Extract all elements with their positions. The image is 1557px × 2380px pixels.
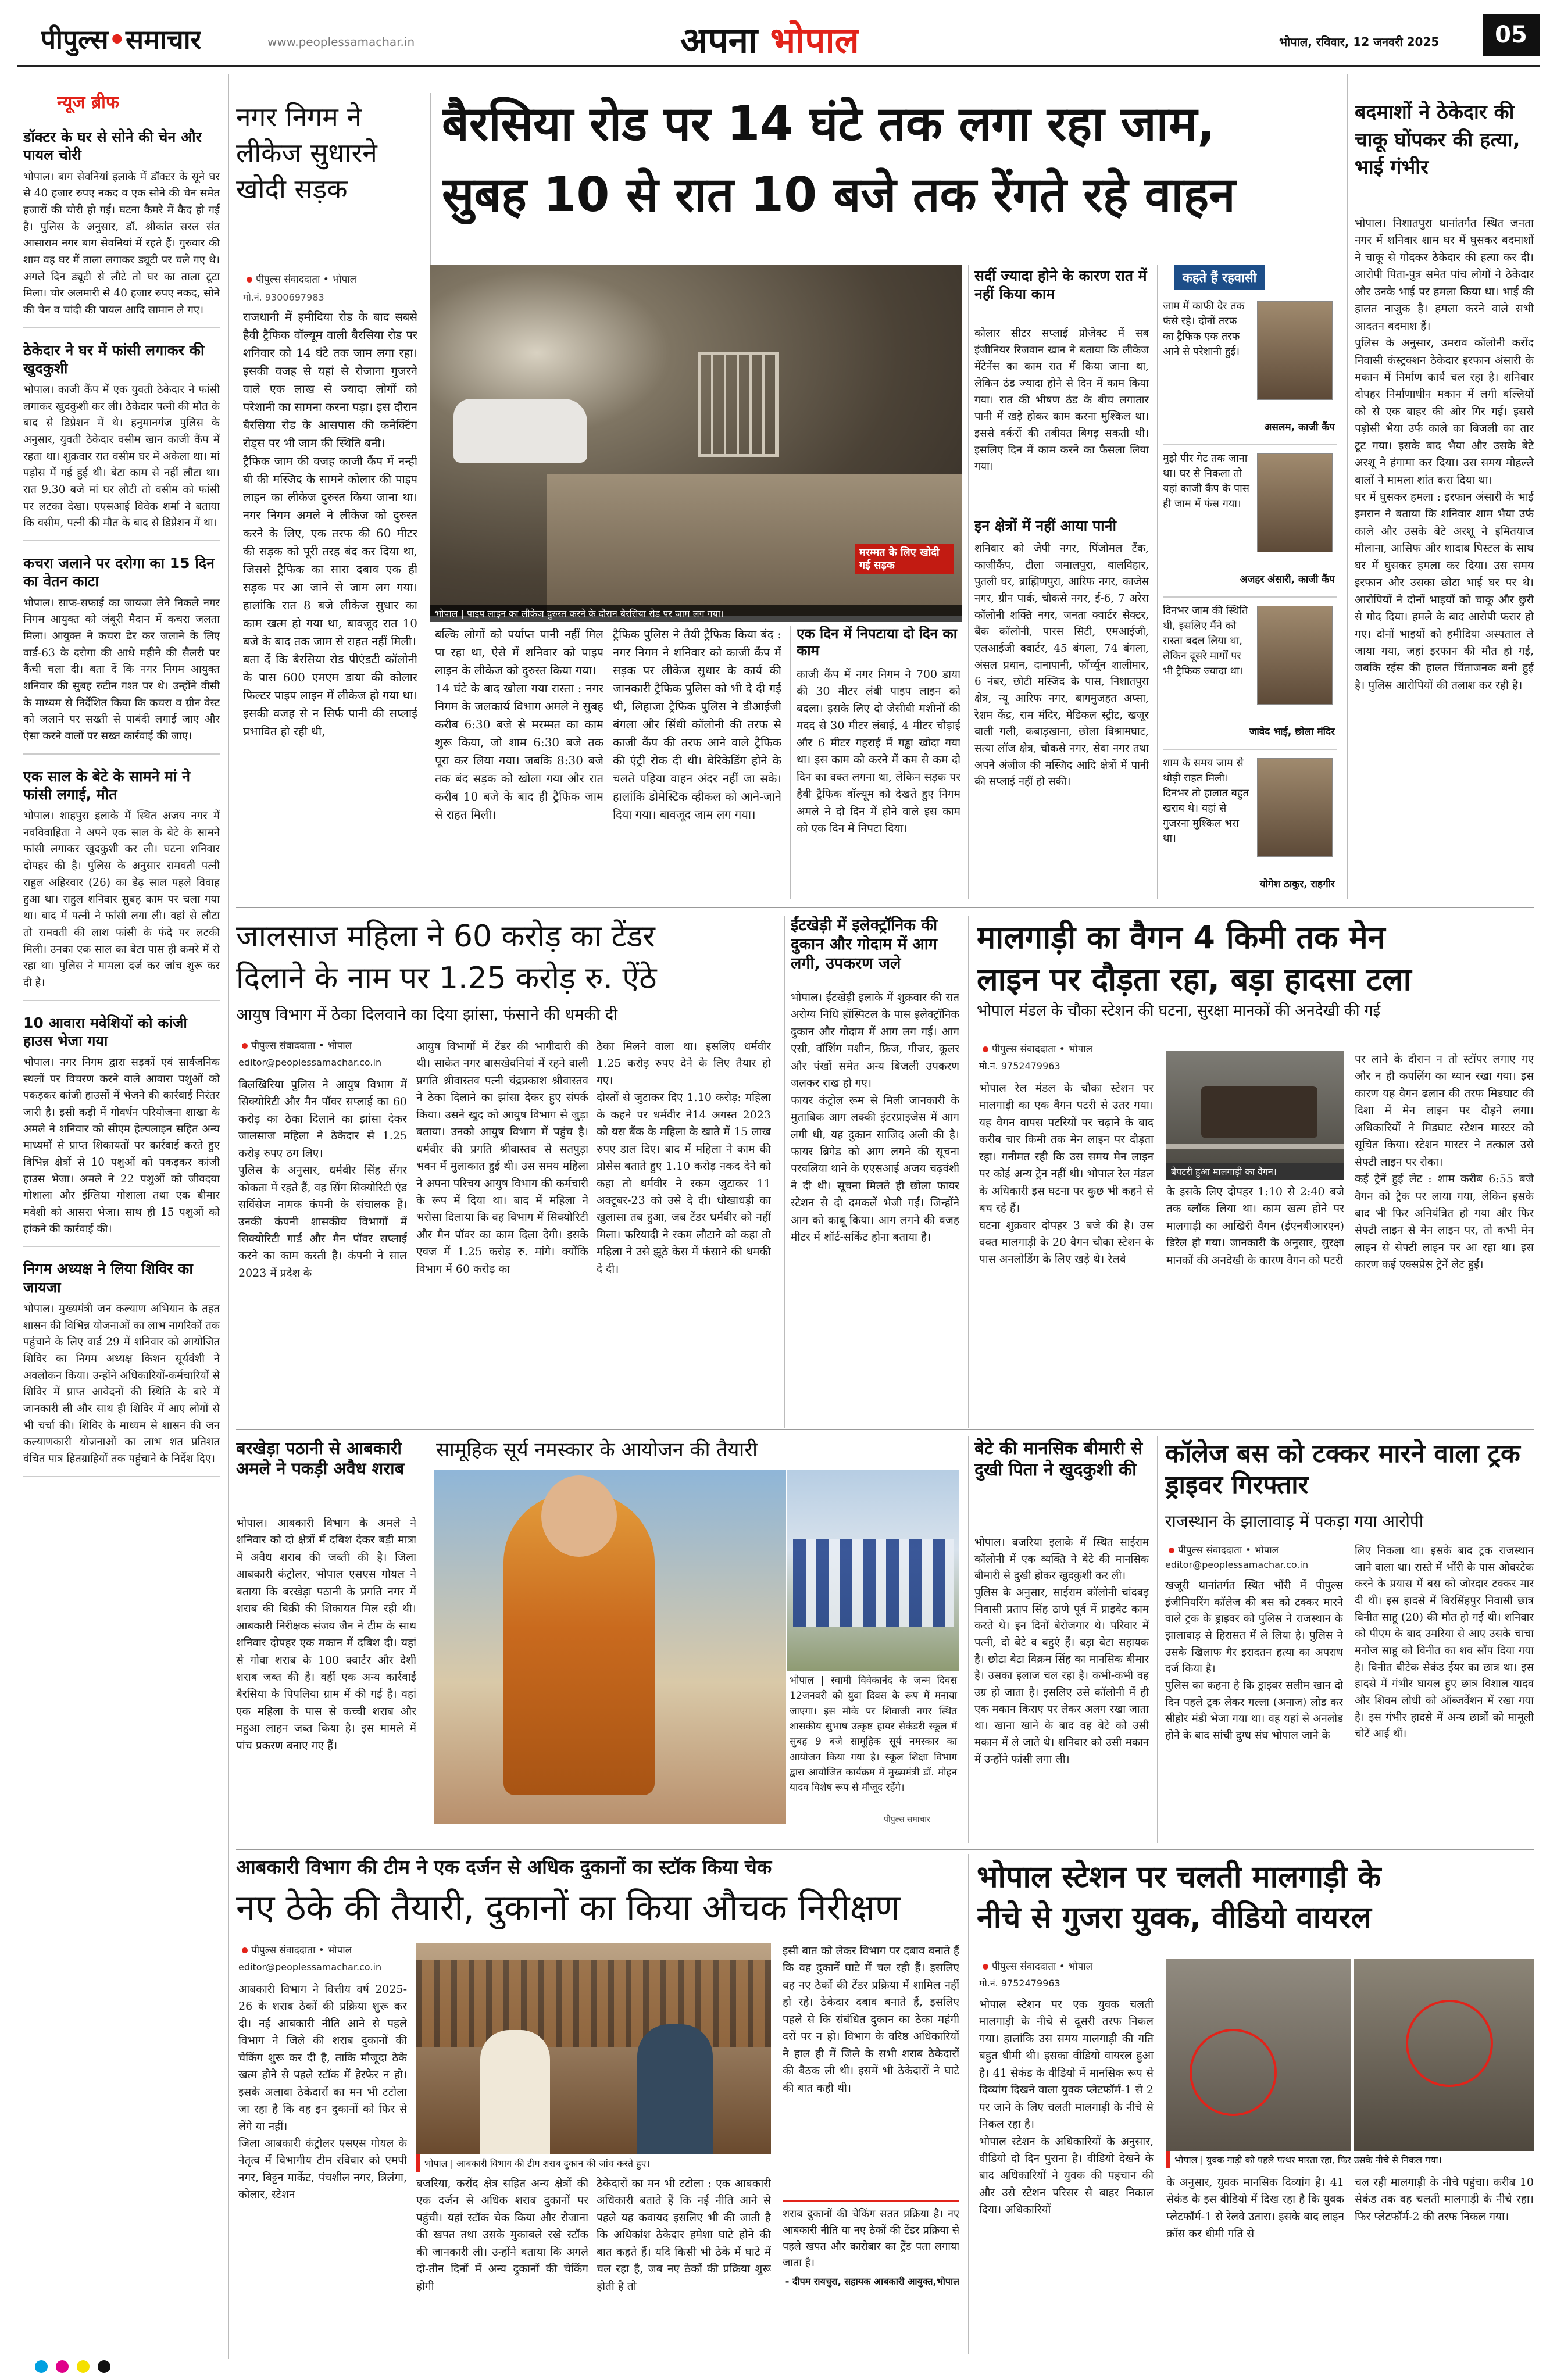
brief-item bbox=[23, 554, 220, 755]
masthead bbox=[17, 10, 1540, 63]
yoga-credit: पीपुल्स समाचार bbox=[884, 1815, 930, 1824]
website[interactable]: www.peoplessamachar.in bbox=[267, 35, 415, 49]
residents-quotes bbox=[1163, 293, 1337, 898]
excise-email[interactable]: editor@peoplessamachar.co.in bbox=[238, 1961, 382, 1972]
youth-photo-2 bbox=[1354, 1959, 1534, 2151]
brief-body: भोपाल। मुख्यमंत्री जन कल्याण अभियान के तहत शासन की विभिन्न योजनाओं का लाभ नागरिकों तक पहुंचाने के लिए वार्ड 29 में शनिवार को आयोजित शिविर का निगम अध्यक्ष किशन सूर्यवंशी ने अवलोकन किया। उन्होंने अधिकारियों-कर्मचारियों से शिविर में प्राप्त आवेदनों की स्थिति के बारे में जानकारी ली और साथ ही शिविर में आए लोगों से भी चर्चा की। शिविर के माध्यम से शासन की जन कल्याणकारी योजनाओं का लाभ शत प्रतिशत वंचित पात्र हितग्राहियों तक पहुंचाने के निर्देश दिए। bbox=[23, 1302, 220, 1465]
bus-body-2: लिए निकला था। इसके बाद ट्रक राजस्थान जाने वाला था। रास्ते में भौंरी के पास ओवरटेक करने के प्रयास में बस को जोरदार टक्कर मार दी थी। इस हादसे में बिरसिंहपुर निवासी छात्र विनीत साहू (20) की मौत हो गई थी। शनिवार को पीएम के बाद उमरिया से आए उसके चाचा मनोज साहू को विनीत का शव सौंप दिया गया है। विनीत बीटेक सेकंड ईयर का छात्र था। इस हादसे में गंभीर घायल हुए छात्र विशाल यादव और शिवम लोधी को ऑब्जर्वेशन में रखा गया है। इस गंभीर हादसे में अन्य छात्रों को मामूली चोटें आईं थीं। bbox=[1355, 1545, 1534, 1741]
youth-photo-1 bbox=[1166, 1959, 1351, 2151]
excise-body-2: बजरिया, करोंद क्षेत्र सहित अन्य क्षेत्रों की एक दर्जन से अधिक शराब दुकानों पर पहुंची। यहां स्टॉक चेक किया और रोजाना की खपत तथा उसके मुकाबले रखे स्टॉक की जानकारी ली। उन्होंने बताया कि अगले दो-तीन दिनों में अन्य दुकानों की चेकिंग होगी bbox=[416, 2177, 588, 2293]
oneday-box bbox=[797, 626, 960, 899]
excise-body-1: आबकारी विभाग ने वित्तीय वर्ष 2025-26 के शराब ठेकों की प्रक्रिया शुरू कर दी। नई आबकारी नीति आने से पहले विभाग ने जिले की शराब दुकानों की चेकिंग शुरू कर दी है, ताकि मौजूदा ठेके खत्म होने से पहले स्टॉक में हेरफेर न हो। इसके अलावा ठेकेदारों का मन भी टटोला जा रहा है कि वह इन दुकानों को फिर से लेंगे या नहीं। जिला आबकारी कंट्रोलर एसएस गोयल के नेतृत्व में विभागीय टीम रविवार को एमपी नगर, बिट्टन मार्केट, पंचशील नगर, त्रिलंगा, कोलार, स्टेशन bbox=[238, 1983, 407, 2202]
youth-mobile: मो.नं. 9752479963 bbox=[979, 1978, 1060, 1989]
youth-body-2: के अनुसार, युवक मानसिक दिव्यांग है। 41 सेकंड के इस वीडियो में दिख रहा है कि युवक प्लेटफॉर्म-1 से रेलवे उतारा। इसके बाद लाइन क्रॉस कर धीमी गति से bbox=[1166, 2176, 1344, 2240]
resident-quote bbox=[1163, 448, 1337, 598]
train-photo bbox=[1166, 1051, 1344, 1165]
brief-headline: कचरा जलाने पर दरोगा का 15 दिन का वेतन काटा bbox=[23, 555, 215, 590]
suicide-headline: बेटे की मानसिक बीमारी से दुखी पिता ने खुदकुशी की bbox=[974, 1438, 1143, 1480]
resident-photo bbox=[1257, 453, 1333, 552]
residents-title: कहते हैं रहवासी bbox=[1174, 265, 1265, 290]
lead-byline: पीपुल्स संवाददाता • भोपाल bbox=[243, 272, 417, 285]
highlight-circle-1 bbox=[1190, 2029, 1277, 2116]
brief-body: भोपाल। साफ-सफाई का जायजा लेने निकले नगर निगम आयुक्त को जंबूरी मैदान में कचरा जलता मिला। आयुक्त ने कचरा ढेर कर जलाने के लिए वार्ड-63 के दरोगा की आधे महीने की सैलरी पर कैंची चला दी। बता दें कि नगर निगम आयुक्त शनिवार की सुबह रुटीन गश्त पर थे। उन्होंने वीसी के माध्यम से निर्देशित किया कि कचरा व ग्रीन वेस्ट को जलाने पर सख्ती से पाबंदी लगाई जाए और ऐसा करने वालों पर सख्त कार्रवाई की जाए। bbox=[23, 596, 220, 742]
excise-quote: शराब दुकानों की चेकिंग सतत प्रक्रिया है। नए आबकारी नीति या नए ठेकों की टेंडर प्रक्रिया से पहले खपत और कारोबार का ट्रेंड पता लगाया जाता है। bbox=[783, 2208, 959, 2269]
yoga-photo-statue bbox=[434, 1470, 786, 1824]
officer-2 bbox=[637, 2024, 713, 2154]
briefs-list bbox=[23, 128, 220, 2354]
color-swatch-cyan bbox=[35, 2360, 48, 2373]
cold-body: कोलार सीटर सप्लाई प्रोजेक्ट में सब इंजीनियर रिजवान खान ने बताया कि लीकेज मेंटेनेंस का काम रात में किया जाना था, लेकिन ठंड ज्यादा होने से दिन में काम किया गया। रात की भीषण ठंड के बीच लगातार पानी में खड़े होकर काम करना मुश्किल था। इससे वर्करों की तबीयत बिगड़ सकती थी। इसलिए दिन में काम करने का फैसला लिया गया। bbox=[974, 327, 1149, 473]
murder-body: भोपाल। निशातपुरा थानांतर्गत स्थित जनता नगर में शनिवार शाम घर में घुसकर बदमाशों ने चाकू से गोदकर ठेकेदार की हत्या कर दी। आरोपी पिता-पुत्र समेत पांच लोगों ने ठेकेदार और उनके भाई पर हमला किया था। भाई की हालत नाजुक है। हमला करने वाले सभी आदतन बदमाश हैं। पुलिस के अनुसार, उमराव कॉलोनी करोंद निवासी कंस्ट्रक्शन ठेकेदार इरफान अंसारी के मकान में निर्माण कार्य चल रहा है। शनिवार दोपहर निर्माणाधीन मकान में लगी बल्लियों को से एक बाहर की ओर गिर गई। इससे पड़ोसी भैया उर्फ काले का बिजली का तार टूट गया। इसके बाद भैया और उसके बेटे अरशू ने हंगामा कर दिया। उस समय मोहल्ले वालों ने मामला शांत करा दिया था। घर में घुसकर हमला : इरफान अंसारी के भाई इमरान ने बताया कि शनिवार शाम भैया उर्फ काले और उसके बेटे अरशू ने इमितयाज मौलाना, आसिफ और शादाब पिस्टल के साथ घर में घुसकर हमला कर दिया। उस समय इरफान और उसका छोटा भाई घर पर थे। आरोपियों ने दोनों भाइयों को चाकू और छुरी से गोद दिया। हमले के बाद आरोपी फरार हो गए। दोनों भाइयों को हमीदिया अस्पताल ले जाया गया, जहां इरफान की मौत हो गई, जबकि रईस की हालत चिंताजनक बनी हुई है। पुलिस आरोपियों की तलाश कर रही है। bbox=[1355, 217, 1534, 692]
brief-headline: 10 आवारा मवेशियों को कांजी हाउस भेजा गया bbox=[23, 1014, 187, 1049]
resident-quote bbox=[1163, 295, 1337, 445]
photo-barricade bbox=[698, 352, 779, 457]
resident-photo bbox=[1257, 606, 1333, 705]
youth-photo-caption: भोपाल | युवक गाड़ी को पहले पत्थर मारता रहा, फिर उसके नीचे से निकल गया। bbox=[1166, 2151, 1534, 2168]
student-row bbox=[793, 1539, 954, 1627]
bus-body-1: खजूरी थानांतर्गत स्थित भौंरी में पीपुल्स इंजीनियरिंग कॉलेज की बस को टक्कर मारने वाले ट्रक के ड्राइवर को पुलिस ने राजस्थान के झालावाड़ से हिरासत में ले लिया है। पुलिस ने उसके खिलाफ गैर इरादतन हत्या का अपराध दर्ज किया है। पुलिस का कहना है कि ड्राइवर सलीम खान दो दिन पहले ट्रक लेकर गल्ला (अनाज) लोड कर सीहोर मंडी भेजा गया था। वह यहां से अनलोड होने के बाद सांची दुग्ध संघ भोपाल जाने के bbox=[1165, 1579, 1343, 1742]
quote-text: मुझे पीर गेट तक जाना था। घर से निकला तो यहां काजी कैंप के पास ही जाम में फंस गया। bbox=[1163, 452, 1249, 510]
lead-body-3: ट्रैफिक पुलिस ने तैयी ट्रैफिक किया बंद : नगर निगम ने शनिवार को काजी कैंप में सड़क पर लीकेज सुधार के कार्य की जानकारी ट्रैफिक पुलिस को भी दे दी गई थी, लिहाजा ट्रैफिक पुलिस ने डीआईजी बंगला और सिंधी कॉलोनी की तरफ से काजी कैंप की तरफ आने वाले ट्रैफिक की एंट्री रोक दी थी। बेरिकेडिंग होने के चलते पहिया वाहन अंदर नहीं जा सके। हालांकि डोमेस्टिक व्हीकल को आने-जाने दिया गया। बावजूद जाम लग गया। bbox=[613, 627, 781, 821]
brief-item bbox=[23, 1014, 220, 1248]
excise-quote-credit: - दीपम रायचुरा, सहायक आबकारी आयुक्त,भोपाल bbox=[785, 2275, 959, 2287]
excise-photo bbox=[416, 1943, 771, 2154]
cold-column bbox=[974, 267, 1149, 899]
color-swatch-yellow bbox=[77, 2360, 90, 2373]
color-swatch-black bbox=[98, 2360, 110, 2373]
suicide-story bbox=[974, 1438, 1149, 1845]
brief-body: भोपाल। बाग सेवनियां इलाके में डॉक्टर के सूने घर से 40 हजार रुपए नकद व एक सोने की चेन समेत हजारों की चोरी हो गई। घटना कैमरे में कैद हो गई है। पुलिस के अनुसार, डॉ. श्रीकांत सरल संत आसाराम नगर बाग सेवनियां में रहते हैं। गुरुवार की शाम वह घर में ताला लगाकर ड्यूटी पर चले गए थे। अगले दिन ड्यूटी से लौटे तो घर का ताला टूटा मिला। चोर अलमारी से 40 हजार रुपए नकद, सोने की चेन व चांदी की पायल आदि सामान ले गए। bbox=[23, 170, 220, 316]
bus-email[interactable]: editor@peoplessamachar.co.in bbox=[1165, 1559, 1309, 1570]
resident-quote bbox=[1163, 752, 1337, 898]
bus-headline: कॉलेज बस को टक्कर मारने वाला ट्रक ड्राइवर गिरफ्तार bbox=[1165, 1439, 1520, 1500]
murder-headline: बदमाशों ने ठेकेदार की चाकू घोंपकर की हत्या, भाई गंभीर bbox=[1355, 101, 1520, 180]
page-number: 05 bbox=[1483, 14, 1540, 56]
quote-text: जाम में काफी देर तक फंसे रहे। दोनों तरफ का ट्रैफिक एक तरफ आने से परेशानी हुई। bbox=[1163, 300, 1245, 358]
section-title: अपना भोपाल bbox=[680, 19, 859, 62]
highlight-circle-2 bbox=[1406, 2000, 1493, 2087]
cold-sub-headline: इन क्षेत्रों में नहीं आया पानी bbox=[974, 517, 1116, 534]
fire-headline: ईंटखेड़ी में इलेक्ट्रॉनिक की दुकान और गोदाम में आग लगी, उपकरण जले bbox=[791, 916, 938, 973]
resident-quote bbox=[1163, 600, 1337, 750]
fraud-body-3: ठेका मिलने वाला था। इसलिए धर्मवीर 1.25 करोड़ रुपए देने के लिए तैयार हो गए। दोस्तों से जुटाकर दिए 1.10 करोड़: महिला के कहने पर धर्मवीर ने14 अगस्त 2023 को यस बैंक के महिला के खाते में 15 लाख रुपए डाल दिए। बाद में महिला ने काम की प्रोसेस बताते हुए 1.10 करोड़ नकद देने को कहा तो धर्मवीर ने रकम जुटाकर 11 अक्टूबर-23 को उसे दे दी। धोखाधड़ी का खुलासा तब हुआ, जब टेंडर धर्मवीर को नहीं मिला। फरियादी ने रकम लौटाने को कहा तो महिला ने उसे झूठे केस में फंसाने की धमकी दे दी। bbox=[597, 1040, 771, 1275]
excise-byline: पीपुल्स संवाददाता • भोपाल bbox=[238, 1943, 413, 1956]
lead-photo bbox=[430, 265, 962, 616]
brief-body: भोपाल। शाहपुरा इलाके में स्थित अजय नगर में नवविवाहिता ने अपने एक साल के बेटे के सामने फांसी लगाकर खुदकुशी कर ली। घटना शनिवार दोपहर की है। पुलिस के अनुसार रामवती पत्नी राहुल अहिरवार (26) का डेढ़ साल पहले विवाह हुआ था। राहुल शनिवार सुबह काम पर चला गया था। बाद में पत्नी ने फांसी लगा ली। वहां से लौटा तो रामवती की लाश फांसी के फंदे पर लटकी मिली। उनका एक साल का बेटा पास ही कमरे में रो रहा था। पुलिस ने मामला दर्ज कर जांच शुरू कर दी है। bbox=[23, 810, 220, 989]
youth-headline-1: भोपाल स्टेशन पर चलती मालगाड़ी के bbox=[977, 1860, 1381, 1895]
train-byline: पीपुल्स संवाददाता • भोपाल bbox=[979, 1042, 1154, 1055]
photo-car bbox=[453, 399, 587, 463]
train-body-1: भोपाल रेल मंडल के चौका स्टेशन पर मालगाड़ी का एक वैगन पटरी से उतर गया। यह वैगन वापस पटरियों पर चढ़ाने के बाद करीब चार किमी तक मेन लाइन पर दौड़ता रहा। गनीमत रही कि उस समय मेन लाइन पर कोई अन्य ट्रेन नहीं थी। भोपाल रेल मंडल के अधिकारी इस घटना पर कुछ भी कहने से बच रहे हैं। घटना शुक्रवार दोपहर 3 बजे की है। उस वक्त मालगाड़ी के 20 वैगन चौका स्टेशन के पास अनलोडिंग के लिए खड़े थे। रेलवे bbox=[979, 1082, 1154, 1266]
statue-head bbox=[541, 1475, 617, 1557]
liquor-body: भोपाल। आबकारी विभाग के अमले ने शनिवार को दो क्षेत्रों में दबिश देकर बड़ी मात्रा में अवैध शराब की जब्ती की है। जिला आबकारी कंट्रोलर, भोपाल एसएस गोयल ने बताया कि बरखेड़ा पठानी के प्रगति नगर में शराब की बिक्री की शिकायत मिल रही थी। आबकारी निरीक्षक संजय जैन ने टीम के साथ शनिवार दोपहर एक मकान में दबिश दी। यहां से गोवा शराब के 100 क्वार्टर और देशी शराब जब्त की है। वहीं एक अन्य कार्रवाई बैरसिया के पिपलिया ग्राम में की गई है। वहां एक महिला के पास से कच्ची शराब और महुआ लाहन जब्त किया है। इस मामले में पांच प्रकरण बनाए गए हैं। bbox=[236, 1517, 416, 1752]
fraud-body-1: बिलखिरिया पुलिस ने आयुष विभाग में सिक्योरिटी और मैन पॉवर सप्लाई का 60 करोड़ का ठेका दिलाने का झांसा देकर जालसाज महिला ने ठेकेदार से 1.25 करोड़ रुपए ठग लिए। पुलिस के अनुसार, धर्मवीर सिंह सेंगर कोकता में रहते हैं, वह सिंग सिक्योरिटी एंड सर्विसेज नामक कंपनी के संचालक हैं। उनकी कंपनी शासकीय विभागों में सिक्योरिटी गार्ड और मैन पॉवर सप्लाई करने का काम करती है। कंपनी ने साल 2023 में प्रदेश के bbox=[238, 1078, 407, 1280]
lead-headline-2: सुबह 10 से रात 10 बजे तक रेंगते रहे वाहन bbox=[442, 167, 1235, 223]
murder-story bbox=[1355, 99, 1534, 899]
oneday-body: काजी कैंप में नगर निगम ने 700 डाया की 30 मीटर लंबी पाइप लाइन को बदला। इसके लिए दो जेसीबी मशीनों की मदद से 30 मीटर लंबाई, 4 मीटर चौड़ाई और 6 मीटर गहराई में गड्ढा खोदा गया था। इस काम को करने में कम से कम दो दिन का वक्त लगना था, लेकिन सड़क पर हैवी ट्रैफिक वॉल्यूम को देखते हुए निगम अमले ने दो दिन में होने वाले इस काम को एक दिन में निपटा दिया। bbox=[797, 668, 960, 835]
excise-kicker: आबकारी विभाग की टीम ने एक दर्जन से अधिक दुकानों का स्टॉक किया चेक bbox=[236, 1856, 772, 1878]
dateline: भोपाल, रविवार, 12 जनवरी 2025 bbox=[1279, 35, 1440, 49]
brief-item bbox=[23, 767, 220, 1001]
excise-headline: नए ठेके की तैयारी, दुकानों का किया औचक निरीक्षण bbox=[236, 1888, 901, 1928]
residents-box bbox=[1163, 264, 1337, 899]
fraud-headline-1: जालसाज महिला ने 60 करोड़ का टेंडर bbox=[236, 919, 655, 954]
resident-photo bbox=[1257, 301, 1333, 400]
excise-photo-caption: भोपाल | आबकारी विभाग की टीम शराब दुकान की जांच करते हुए। bbox=[416, 2154, 771, 2172]
quote-text: दिनभर जाम की स्थिति थी, इसलिए मैंने को रास्ता बदल लिया था, लेकिन दूसरे मार्गों पर भी ट्रैफिक ज्यादा था। bbox=[1163, 605, 1248, 678]
fraud-headline-2: दिलाने के नाम पर 1.25 करोड़ रु. ऐंठे bbox=[236, 961, 657, 996]
yoga-photo-students bbox=[787, 1470, 959, 1671]
rail-track bbox=[1166, 1144, 1344, 1149]
briefs-title: न्यूज ब्रीफ bbox=[57, 90, 119, 113]
cold-sub-body: शनिवार को जेपी नगर, पिंजोमल टैंक, काजीकैंप, टीला जमालपुरा, बालविहार, पुतली घर, ब्राह्मिणपुरा, आरिफ नगर, काजेस नगर, ग्रीन पार्क, चौकसे नगर, ई-6, 7 अरेरा कॉलोनी शक्ति नगर, जनता क्वार्टर सेक्टर, बैंक कॉलोनी, पारस सिटी, एमआईजी, एलआईजी क्वार्टर, 45 बंगला, 74 बंगला, अंसल प्रधान, दानापानी, फॉर्च्यून शालीमार, 6 नंबर, छोटी मस्जिद के पास, निशातपुरा क्षेत्र, न्यू आरिफ नगर, बागमुजहत अप्सा, रेशम केंद्र, राम मंदिर, मेडिकल स्ट्रीट, खजूर वाली गली, कबाड़खाना, छोला विश्रामघाट, सत्या लॉज क्षेत्र, चौकसे नगर, सेवा नगर तथा अपने अंजीज की मस्जिद आदि क्षेत्रों में पानी की सप्लाई नहीं हो सकी। bbox=[974, 542, 1149, 788]
lead-body-2: बल्कि लोगों को पर्याप्त पानी नहीं मिल पा रहा था, ऐसे में शनिवार को पाइप लाइन के लीकेज को दुरुस्त किया गया। 14 घंटे के बाद खोला गया रास्ता : नगर निगम के जलकार्य विभाग अमले ने सुबह करीब 6:30 बजे से मरम्मत का काम शुरू किया, जो शाम 6:30 बजे तक पूरा कर लिया गया। जबकि 8:30 बजे तक बंद सड़क को खोला गया और रात करीब 10 बजे के बाद ही ट्रैफिक जाम से राहत मिली। bbox=[435, 627, 603, 821]
quote-text: शाम के समय जाम से थोड़ी राहत मिली। दिनभर तो हालात बहुत खराब थे। यहां से गुजरना मुश्किल भरा था। bbox=[1163, 757, 1249, 845]
fraud-body-2: आयुष विभागों में टेंडर की भागीदारी की थी। साकेत नगर बासखेवनियां में रहने वाली प्रगति श्रीवास्तव पत्नी चंद्रप्रकाश श्रीवास्तव ने ठेका दिलाने का झांसा देकर हुए संपर्क किया। उसने खुद को आयुष विभाग से जुड़ा बताया। उनको आयुष विभाग में पहुंच है। धर्मवीर की प्रगति श्रीवास्तव से सतपुड़ा भवन में मुलाकात हुई थी। उस समय महिला ने अपना परिचय आयुष विभाग की कर्मचारी के रूप में दिया था। बाद में महिला ने भरोसा दिलाया कि वह विभाग में सिक्योरिटी और मैन पॉवर का काम दिला देगी। इसके एवज में 1.25 करोड़ रु. मांगे। क्योंकि विभाग में 60 करोड़ का bbox=[416, 1040, 588, 1275]
youth-body-1: भोपाल स्टेशन पर एक युवक चलती मालगाड़ी के नीचे से दूसरी तरफ निकल गया। हालांकि उस समय मालगाड़ी की गति बहुत धीमी थी। इसका वीडियो वायरल हुआ है। 41 सेकंड के वीडियो में मानसिक रूप से दिव्यांग दिखने वाला युवक प्लेटफॉर्म-1 से 2 पर जाने के लिए चलती मालगाड़ी के नीचे से निकल रहा है। भोपाल स्टेशन के अधिकारियों के अनुसार, वीडियो दो दिन पुराना है। वीडियो देखने के बाद अधिकारियों ने युवक की पहचान की और उसे स्टेशन परिसर से बाहर निकाल दिया। अधिकारियों bbox=[979, 1998, 1154, 2217]
fire-body: भोपाल। ईंटखेड़ी इलाके में शुक्रवार की रात अरोग्य निधि हॉस्पिटल के पास इलेक्ट्रॉनिक दुकान और गोदाम में आग लग गई। आग एसी, वॉशिंग मशीन, फ्रिज, गीजर, कूलर और पंखों समेत अन्य बिजली उपकरण जलकर राख हो गए। फायर कंट्रोल रूम से मिली जानकारी के मुताबिक आग लक्की इंटरप्राइजेस में आग लगी थी, यह दुकान साजिद अली की है। फायर ब्रिगेड को आग लगने की सूचना परवलिया थाने के एएसआई अजय चढ़वंशी ने दी थी। सूचना मिलते ही छोला फायर स्टेशन से दो दमकलें भेजी गईं। जिन्होंने आग को काबू किया। आग लगने की वजह मीटर में शॉर्ट-सर्किट होना बताया है। bbox=[791, 991, 959, 1244]
brief-body: भोपाल। नगर निगम द्वारा सड़कों एवं सार्वजनिक स्थलों पर विचरण करने वाले आवारा पशुओं को पकड़कर कांजी हाउसों में भेजने की कार्रवाई निरंतर जारी है। इसी कड़ी में गोवर्धन परियोजना शाखा के अमले ने शनिवार को सीएम हेल्पलाइन सहित अन्य माध्यमों से प्राप्त शिकायतों पर कार्रवाई करते हुए विभिन्न क्षेत्रों से 10 पशुओं को पकड़कर कांजी हाउस भेजा। अमले ने 22 पशुओं को जीवदया गोशाला और इंग्लिया गोशाला तथा एक बीमार मवेशी को आसरा भेजा। साथ ही 15 पशुओं को हांकने की कार्रवाई की। bbox=[23, 1056, 220, 1235]
brief-item bbox=[23, 341, 220, 542]
brief-body: भोपाल। काजी कैंप में एक युवती ठेकेदार ने फांसी लगाकर खुदकुशी कर ली। ठेकेदार पत्नी की मौत के बाद से डिप्रेशन में थे। हनुमानगंज पुलिस के अनुसार, युवती ठेकेदार वसीम खान काजी कैंप में रहता था। शुक्रवार रात वसीम घर में अकेला था। मां पड़ोस में गई हुई थी। बेटा काम से नहीं लौटा था। रात 9.30 बजे मां घर लौटी तो वसीम को फांसी पर लटका देखा। एएसआई विवेक शर्मा ने बताया कि वसीम, पत्नी की मौत के बाद से डिप्रेशन में था। bbox=[23, 384, 220, 530]
youth-headline-2: नीचे से गुजरा युवक, वीडियो वायरल bbox=[977, 1900, 1372, 1935]
photo-label: मरम्मत के लिए खोदी गई सड़क bbox=[855, 544, 954, 574]
brief-headline: निगम अध्यक्ष ने लिया शिविर का जायजा bbox=[23, 1260, 193, 1296]
lead-headline-1: बैरसिया रोड पर 14 घंटे तक लगा रहा जाम, bbox=[442, 97, 1216, 152]
train-mobile: मो.नं. 9752479963 bbox=[979, 1060, 1060, 1071]
brief-item bbox=[23, 1260, 220, 1477]
train-body-3: पर लाने के दौरान न तो स्टॉपर लगाए गए और न ही कपलिंग का ध्यान रखा गया। इस कारण यह वैगन ढलान की तरफ मिडघाट की दिशा में मेन लाइन पर दौड़ने लगा। अधिकारियों ने मिडघाट स्टेशन मास्टर को सूचित किया। स्टेशन मास्टर ने तत्काल उसे सेफ्टी लाइन पर रोका। कई ट्रेनें हुईं लेट : शाम करीब 6:55 बजे वैगन को ट्रैक पर लाया गया, लेकिन इसके बाद भी फिर अनियंत्रित हो गया और फिर सेफ्टी लाइन से मेन लाइन पर, तो कभी मेन लाइन से सेफ्टी लाइन पर आ रहा था। इस कारण कई एक्सप्रेस ट्रेनें लेट हुईं। bbox=[1355, 1053, 1534, 1271]
brief-item bbox=[23, 128, 220, 328]
brief-headline: डॉक्टर के घर से सोने की चेन और पायल चोरी bbox=[23, 128, 202, 164]
excise-body-4: इसी बात को लेकर विभाग पर दबाव बनाते हैं कि वह दुकानें घाटे में चल रही हैं। इसलिए वह नए ठेकों की टेंडर प्रक्रिया में शामिल नहीं हो रहे। ठेकेदार दबाव बनाते हैं, इसलिए पहले से कि संबंधित दुकान का ठेका महंगी दरों पर न हो। विभाग के वरिष्ठ अधिकारियों ने हाल ही में जिले के सभी शराब ठेकेदारों की बैठक ली थी। इसमें भी ठेकेदारों ने घाटे की बात कही थी। bbox=[783, 1945, 959, 2095]
fraud-deck: आयुष विभाग में ठेका दिलवाने का दिया झांसा, फंसाने की धमकी दी bbox=[236, 1006, 618, 1024]
fraud-email[interactable]: editor@peoplessamachar.co.in bbox=[238, 1057, 382, 1068]
fraud-byline: पीपुल्स संवाददाता • भोपाल bbox=[238, 1038, 413, 1052]
youth-body-3: चल रही मालगाड़ी के नीचे पहुंचा। करीब 10 सेकंड तक वह चलती मालगाड़ी के नीचे रहा। फिर प्लेटफॉर्म-2 की तरफ निकल गया। bbox=[1355, 2176, 1534, 2223]
train-photo-caption: बेपटरी हुआ मालगाड़ी का वैगन। bbox=[1166, 1163, 1344, 1180]
yoga-caption: भोपाल | स्वामी विवेकानंद के जन्म दिवस 12जनवरी को युवा दिवस के रूप में मनाया जाएगा। इस मौके पर शिवाजी नगर स्थित शासकीय सुभाष उत्कृष्ट हायर सेकंडरी स्कूल में सुबह 9 बजे सामूहिक सूर्य नमस्कार का आयोजन किया गया है। स्कूल शिक्षा विभाग द्वारा आयोजित कार्यक्रम में मुख्यमंत्री डॉ. मोहन यादव विशेष रूप से मौजूद रहेंगे। bbox=[790, 1675, 957, 1794]
shelf bbox=[416, 1960, 771, 2047]
train-body-2: के इसके लिए दोपहर 1:10 से 2:40 बजे तक ब्लॉक लिया था। काम खत्म होने पर मालगाड़ी का आखिरी वैगन (ईएनबीआरएन) डिरेल हो गया। जानकारी के अनुसार, सुरक्षा मानकों की अनदेखी के कारण वैगन को पटरी bbox=[1166, 1185, 1344, 1267]
quote-credit: जावेद भाई, छोला मंदिर bbox=[1249, 726, 1335, 738]
wagon-wheel bbox=[1201, 1086, 1317, 1138]
train-headline-2: लाइन पर दौड़ता रहा, बड़ा हादसा टला bbox=[977, 961, 1412, 998]
color-swatch-magenta bbox=[56, 2360, 69, 2373]
liquor-headline: बरखेड़ा पठानी से आबकारी अमले ने पकड़ी अवैध शराब bbox=[236, 1438, 405, 1479]
quote-credit: अजहर अंसारी, काजी कैंप bbox=[1240, 574, 1335, 585]
cold-headline: सर्दी ज्यादा होने के कारण रात में नहीं किया काम bbox=[974, 267, 1147, 302]
quote-credit: असलम, काजी कैंप bbox=[1264, 421, 1335, 433]
fire-story bbox=[791, 916, 959, 1428]
suicide-body: भोपाल। बजरिया इलाके में स्थित साईराम कॉलोनी में एक व्यक्ति ने बेटे की मानसिक बीमारी से दुखी होकर खुदकुशी कर ली। पुलिस के अनुसार, साईराम कॉलोनी चांदबड़ निवासी प्रताप सिंह ठाणे पूर्व में प्राइवेट काम करते थे। इन दिनों बेरोजगार थे। परिवार में पत्नी, दो बेटे व बहुएं हैं। बड़ा बेटा सहायक है। छोटा बेटा विक्रम सिंह का मानसिक बीमार है। उसका इलाज चल रहा है। कभी-कभी वह उग्र हो जाता है। इसलिए उसे कॉलोनी में ही एक मकान किराए पर लेकर अलग रखा जाता था। खाना खाने के बाद वह बेटे को उसी मकान में ले जाते थे। शनिवार को उसी मकान में उन्होंने फांसी लगा ली। bbox=[974, 1536, 1149, 1766]
officer-1 bbox=[480, 2030, 550, 2154]
lead-mobile: मो.नं. 9300697983 bbox=[243, 292, 324, 303]
liquor-story bbox=[236, 1438, 416, 1845]
resident-photo bbox=[1257, 758, 1333, 857]
train-headline-1: मालगाड़ी का वैगन 4 किमी तक मेन bbox=[977, 919, 1385, 956]
bus-deck: राजस्थान के झालावाड़ में पकड़ा गया आरोपी bbox=[1165, 1511, 1423, 1531]
brief-headline: ठेकेदार ने घर में फांसी लगाकर की खुदकुशी bbox=[23, 341, 205, 377]
lead-body-1: राजधानी में हमीदिया रोड के बाद सबसे हैवी ट्रैफिक वॉल्यूम वाली बैरसिया रोड पर शनिवार को 14 घंटे तक जाम लगा रहा। इसकी वजह से यहां से रोजाना गुजरने वाले एक लाख से ज्यादा लोगों को परेशानी का सामना करना पड़ा। इस दौरान बैरसिया रोड के आसपास की कनेक्टिंग रोड्स पर भी जाम की स्थिति बनी। ट्रैफिक जाम की वजह काजी कैंप में नन्ही बी की मस्जिद के सामने कोलार की पाइप लाइन का लीकेज दुरुस्त किया जाना था। नगर निगम अमले ने लीकेज को दुरुस्त करने के लिए, एक तरफ की 60 मीटर की सड़क को पूरी तरह बंद कर दिया था, जिससे ट्रैफिक का सारा दबाव एक ही सड़क पर आ जाने से जाम लग गया। हालांकि रात 8 बजे लीकेज सुधार का काम खत्म हो गया था, बावजूद रात 10 बजे के बाद तक जाम से राहत नहीं मिली। बता दें कि बैरसिया रोड पीएंडटी कॉलोनी के पास 600 एमएम डाया की कोलार फिल्टर पाइप लाइन में लीकेज हो गया था। इसकी वजह से न सिर्फ पानी की सप्लाई प्रभावित हो रही थी, bbox=[243, 310, 417, 738]
bus-byline: पीपुल्स संवाददाता • भोपाल bbox=[1165, 1543, 1340, 1556]
excise-quote-box bbox=[783, 2200, 959, 2353]
news-briefs-column bbox=[23, 74, 220, 2359]
brand-logo: पीपुल्स•समाचार bbox=[41, 24, 202, 55]
youth-byline: पीपुल्स संवाददाता • भोपाल bbox=[979, 1959, 1154, 1972]
oneday-headline: एक दिन में निपटाया दो दिन का काम bbox=[797, 626, 957, 659]
lead-side-headline: नगर निगम ने लीकेज सुधारने खोदी सड़क bbox=[236, 101, 377, 205]
lead-photo-caption: भोपाल | पाइप लाइन का लीकेज दुरुस्त करने के दौरान बैरसिया रोड पर जाम लग गया। bbox=[430, 605, 962, 622]
yoga-caption-box bbox=[787, 1671, 959, 1824]
train-deck: भोपाल मंडल के चौका स्टेशन की घटना, सुरक्षा मानकों की अनदेखी की गई bbox=[977, 1002, 1381, 1020]
quote-credit: योगेश ठाकुर, राहगीर bbox=[1259, 878, 1335, 890]
brief-headline: एक साल के बेटे के सामने मां ने फांसी लगाई, मौत bbox=[23, 767, 191, 803]
excise-body-3: ठेकेदारों का मन भी टटोला : एक आबकारी अधिकारी बताते हैं कि नई नीति आने से पहले यह कवायद इसलिए भी की जाती है कि अधिकांश ठेकेदार हमेशा घाटे होने की बात कहते हैं। यदि किसी भी ठेके में घाटे में चल रहा है, जब नए ठेकों की प्रक्रिया शुरू होती है तो bbox=[597, 2177, 771, 2293]
yoga-headline: सामूहिक सूर्य नमस्कार के आयोजन की तैयारी bbox=[436, 1438, 758, 1461]
